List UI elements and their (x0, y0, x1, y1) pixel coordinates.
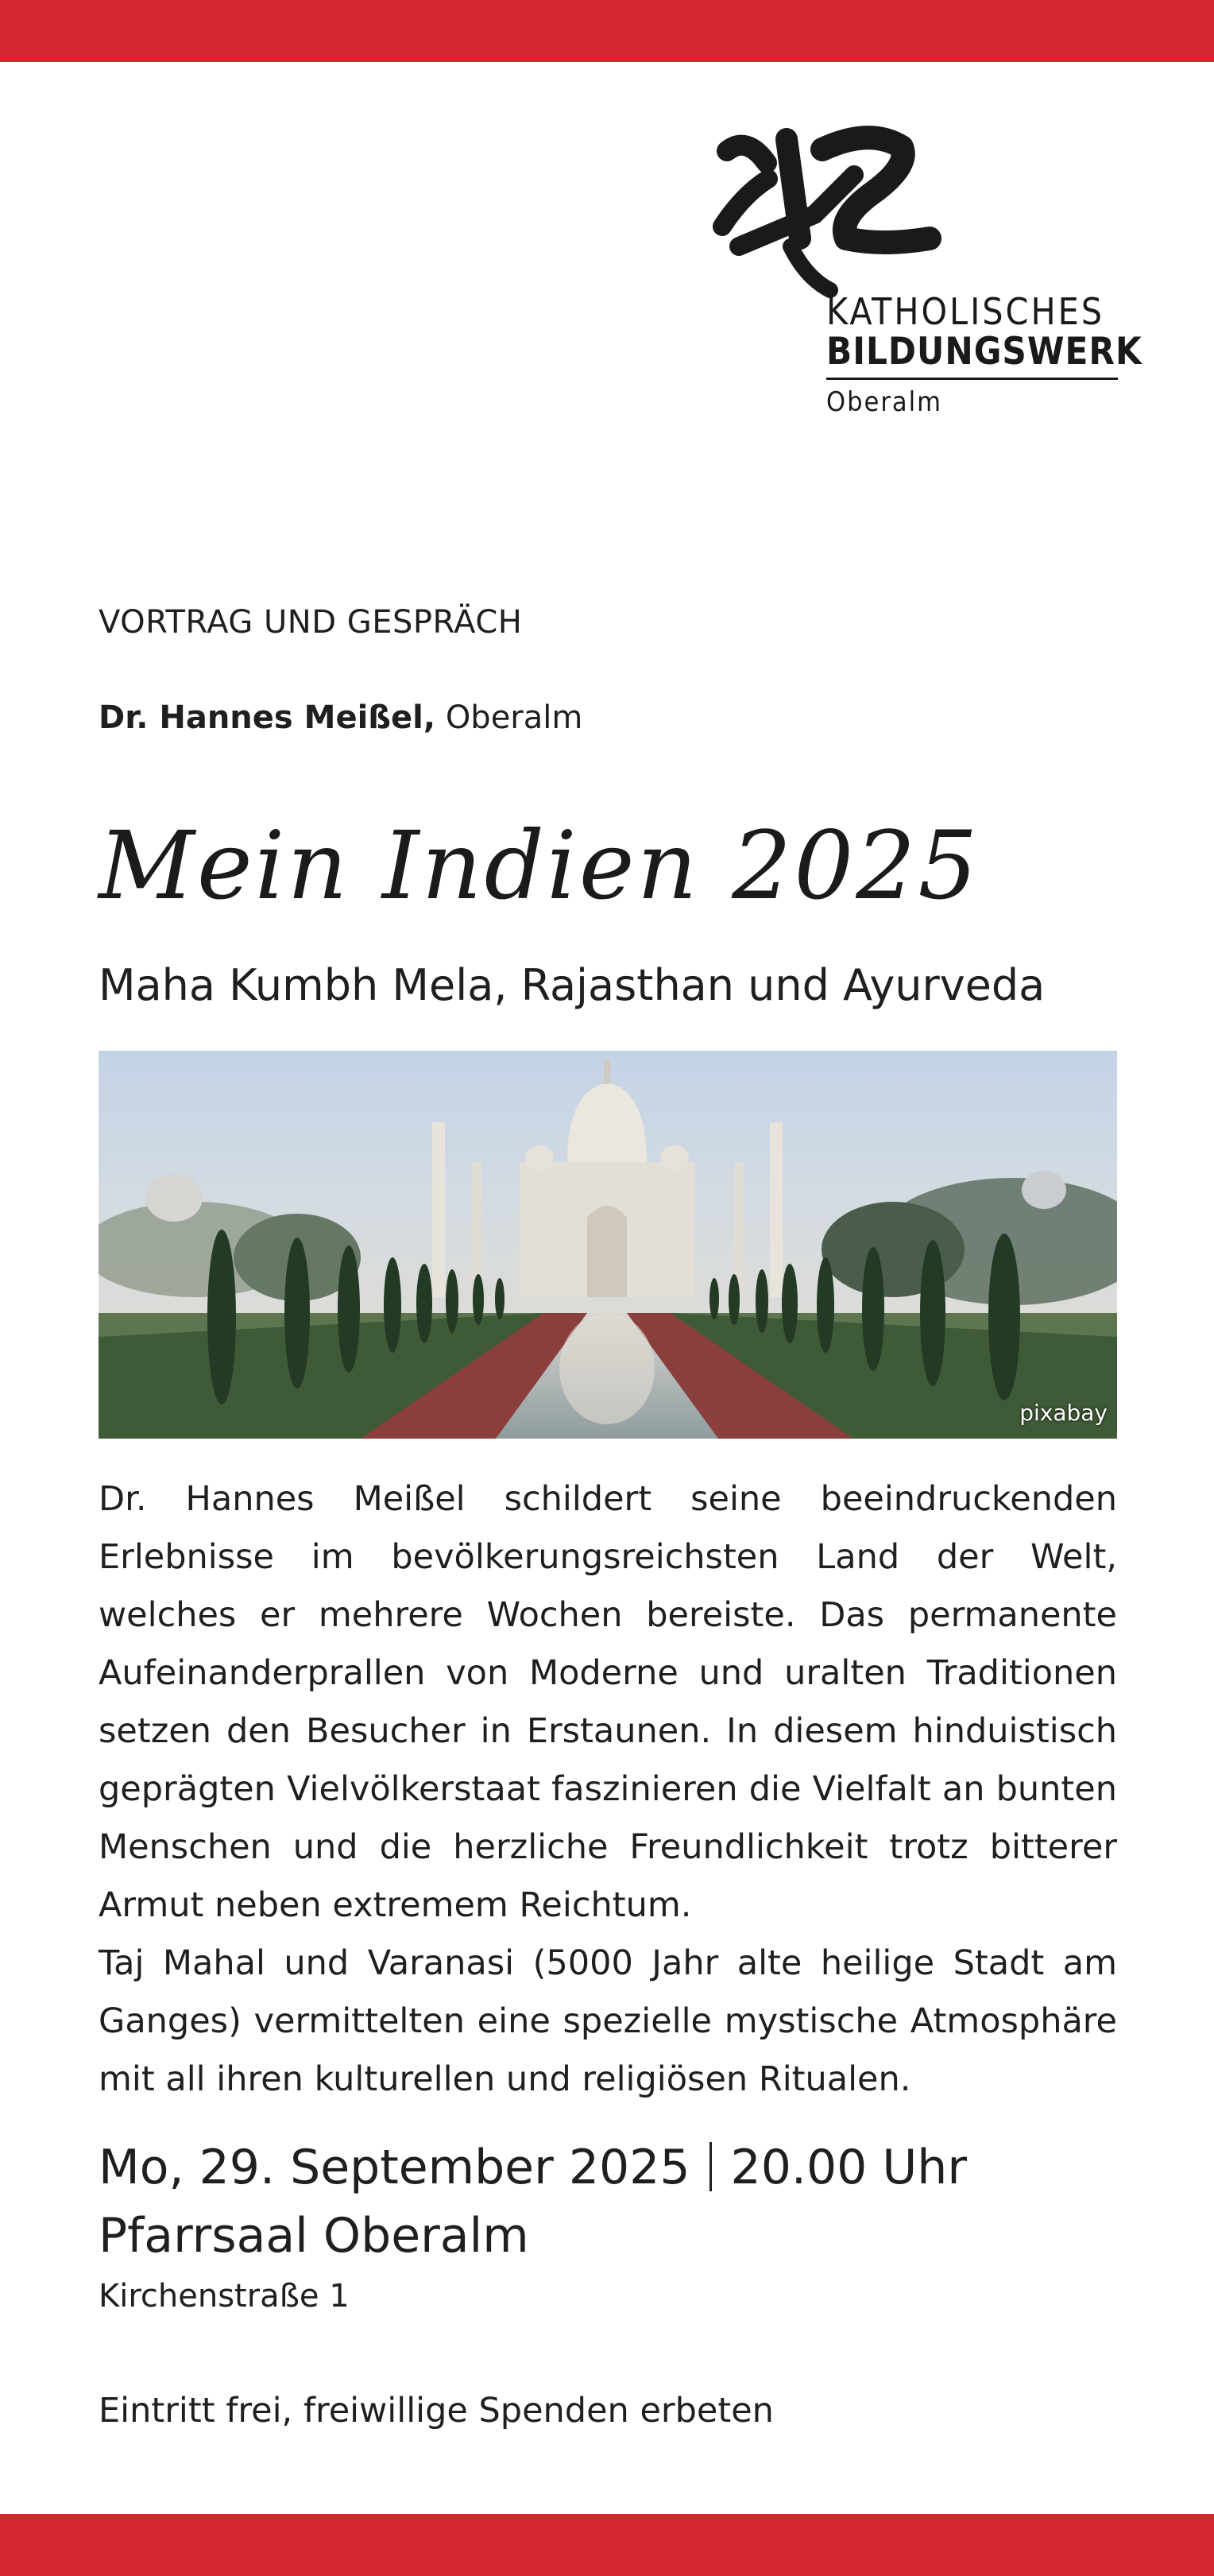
speaker-name: Dr. Hannes Meißel, (99, 699, 436, 736)
photo-credit: pixabay (1019, 1400, 1108, 1426)
event-address: Kirchenstraße 1 (99, 2278, 350, 2315)
event-description (99, 1470, 1117, 2109)
event-subtitle: Maha Kumbh Mela, Rajasthan und Ayurveda (99, 960, 1046, 1010)
admission-note: Eintritt frei, freiwillige Spenden erbeten (99, 2391, 774, 2431)
taj-mahal-photo (99, 1051, 1117, 1439)
event-date-time (99, 2140, 967, 2195)
event-title: Mein Indien 2025 (99, 811, 980, 920)
bottom-accent-bar (0, 2514, 1214, 2576)
top-accent-bar (0, 0, 1214, 62)
event-date: Mo, 29. September 2025 (99, 2140, 690, 2195)
date-time-separator (709, 2142, 712, 2191)
logo-text-oberalm: Oberalm (826, 386, 942, 418)
kbw-brush-logo-icon (711, 119, 949, 302)
logo-text-katholisches: KATHOLISCHES (826, 290, 1105, 333)
description-paragraph-1: Dr. Hannes Meißel schildert seine beeindruckenden Erlebnisse im bevölkerungsreichsten Land der Welt, welches er mehrere Wochen bereiste. Das permanente Aufeinanderprallen von Moderne und uralten Traditionen setzen den Besucher in Erstaunen. In diesem hinduistisch geprägten Vielvölkerstaat faszinieren die Vielfalt an bunten Menschen und die herzliche Freundlichkeit trotz bitterer Armut neben extremem Reichtum. (99, 1479, 1117, 1925)
speaker-line (99, 699, 582, 736)
katholisches-bildungswerk-logo (711, 119, 1142, 429)
logo-text-bildungswerk: BILDUNGSWERK (826, 330, 1142, 374)
event-category: VORTRAG UND GESPRÄCH (99, 604, 523, 641)
event-venue: Pfarrsaal Oberalm (99, 2208, 529, 2264)
logo-divider (826, 378, 1118, 380)
description-paragraph-2: Taj Mahal und Varanasi (5000 Jahr alte heilige Stadt am Ganges) vermittelten eine spezielle mystische Atmosphäre mit all ihren kulturellen und religiösen Ritualen. (99, 1943, 1117, 2099)
event-time: 20.00 Uhr (730, 2140, 967, 2195)
speaker-place: Oberalm (445, 699, 583, 736)
taj-mahal-illustration (99, 1051, 1117, 1439)
